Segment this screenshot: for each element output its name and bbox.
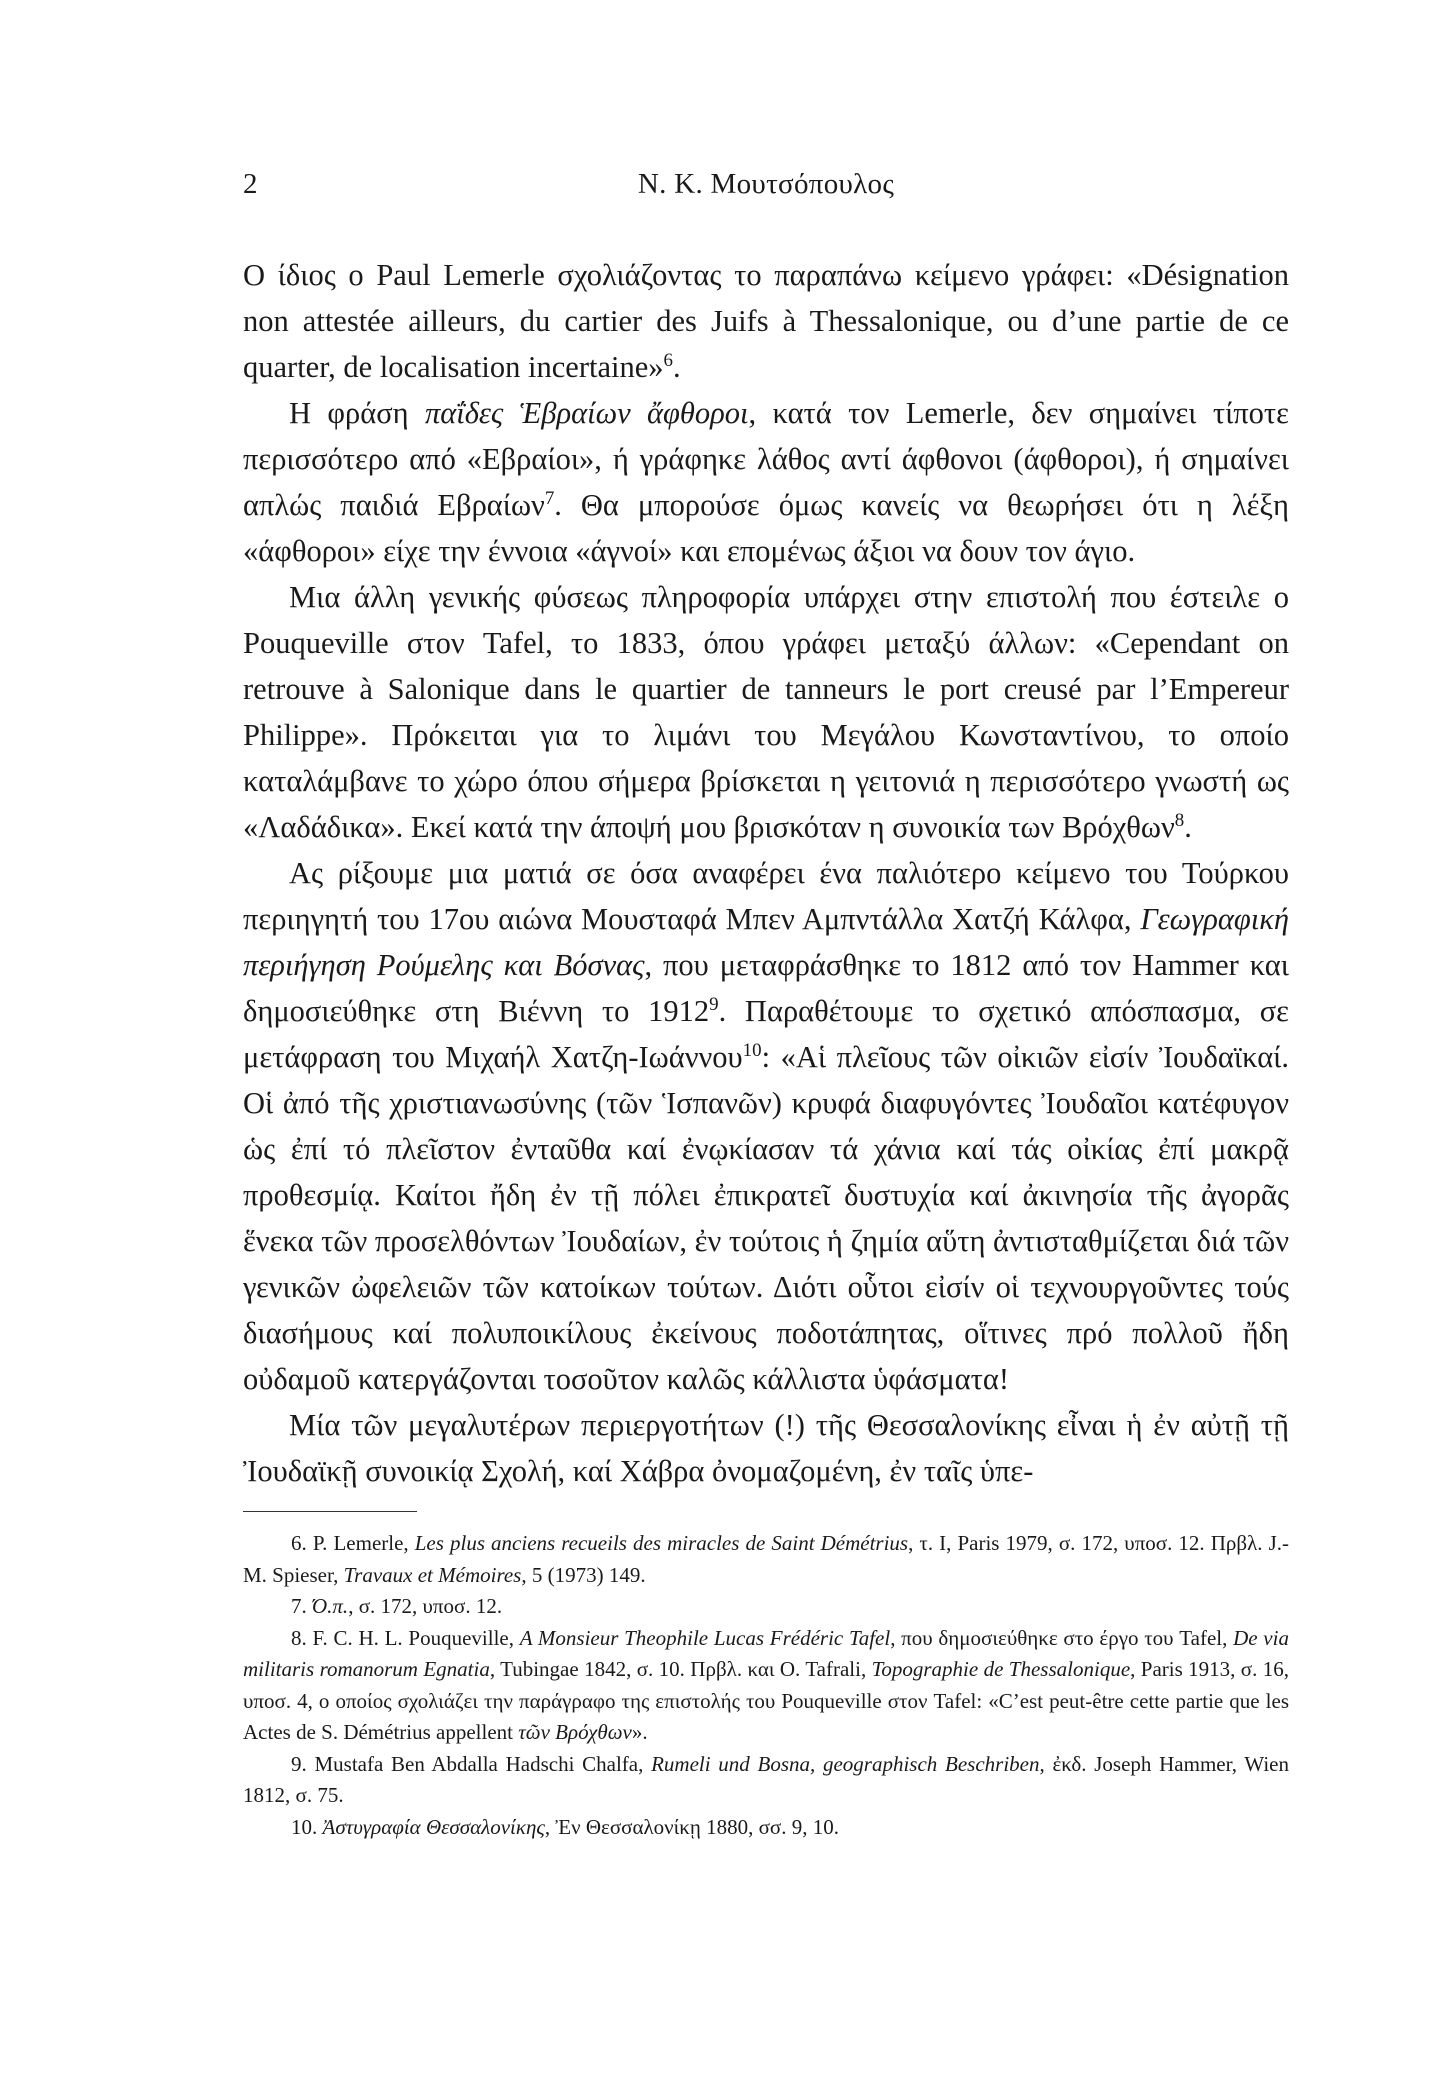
text-run: : «Αἱ πλεῖους τῶν οἰκιῶν εἰσίν Ἰουδαϊκαί. Οἱ ἀπό τῆς χριστιανωσύνης (τῶν Ἱσπανῶν) κρυφά διαφυγόντες Ἰουδαῖοι κατέφυγον ὡς ἐπί τό πλεῖστον ἐνταῦθα καί ἐνῳκίασαν τά χάνια καί τάς οἰκίας ἐπί μακρᾷ προθεσμίᾳ. Καίτοι ἤδη ἐν τῇ πόλει ἐπικρατεῖ δυστυχία καί ἀκινησία τῆς ἀγορᾶς ἕνεκα τῶν προσελθόντων Ἰουδαίων, ἐν τούτοις ἡ ζημία αὕτη ἀντισταθμίζεται διά τῶν γενικῶν ὠφελειῶν τῶν κατοίκων τούτων. Διότι οὗτοι εἰσίν οἱ τεχνουργοῦντες τούς διασήμους καί πολυποικίλους ἐκείνους ποδοτάπητας, οἵτινες πρό πολλοῦ ἤδη οὐδαμοῦ κατεργάζονται τοσοῦτον καλῶς κάλλιστα ὑφάσματα! xyxy=(243,1040,1290,1396)
footnote-separator xyxy=(243,1511,417,1512)
text-run: Ας ρίξουμε μια ματιά σε όσα αναφέρει ένα παλιότερο κείμενο του Τούρκου περιηγητή του 17ου αιώνα Μουσταφά Μπεν Αμπντάλλα Χατζή Κάλφα, xyxy=(243,856,1289,936)
page-number: 2 xyxy=(243,168,258,200)
text-run: , Tubingae 1842, σ. 10. Πρβλ. και O. Tafrali, xyxy=(489,1657,872,1681)
footnote-ref: 6 xyxy=(663,349,673,371)
footnote xyxy=(243,1812,1289,1844)
text-run: Ο ίδιος ο Paul Lemerle σχολιάζοντας το παραπάνω κείμενο γράφει: «Désignation non attestée ailleurs, du cartier des Juifs à Thessalonique, ou d’une partie de ce quarter, de localisation incertaine» xyxy=(243,258,1289,384)
text-run: , σ. 172, υποσ. 12. xyxy=(348,1594,503,1618)
paragraph xyxy=(243,850,1289,1402)
text-run: 9. Mustafa Ben Abdalla Hadschi Chalfa, xyxy=(291,1751,652,1776)
text-run: . Θα μπορούσε όμως κανείς να θεωρήσει ότι η λέξη «άφθοροι» είχε την έννοια «άγνοί» και επομένως άξιοι να δουν τον άγιο. xyxy=(243,488,1289,568)
italic-title: De via militaris romanorum Egnatia xyxy=(243,1625,1289,1681)
footnote xyxy=(243,1591,1289,1623)
text-run: 6. P. Lemerle, xyxy=(291,1531,415,1555)
footnote-ref: 7 xyxy=(544,487,555,509)
italic-title: Les plus anciens recueils des miracles de Saint Démétrius xyxy=(414,1531,909,1555)
text-run: 10. xyxy=(291,1814,323,1839)
italic-title: τῶν Βρόχθων xyxy=(518,1720,632,1744)
text-run: 7. xyxy=(291,1594,312,1618)
text-run: , που μεταφράσθηκε το 1812 από τον Hammer και δημοσιεύθηκε στη Βιέννη το 1912 xyxy=(243,948,1289,1028)
footnote-ref: 9 xyxy=(709,993,719,1015)
italic-title: Rumeli und Bosna, geographisch Beschriben xyxy=(651,1751,1040,1776)
text-run: , που δημοσιεύθηκε στο έργο του Tafel, xyxy=(890,1625,1234,1650)
text-run: . xyxy=(672,350,681,384)
text-run: , Ἐν Θεσσαλονίκῃ 1880, σσ. 9, 10. xyxy=(544,1814,840,1839)
text-run: , Paris 1913, σ. 16, υποσ. 4, ο οποίος σχολιάζει την παράγραφο της επιστολής του Pouqueville στον Tafel: «C’est peut-être cette partie que les Actes de S. Démétrius appellent xyxy=(243,1657,1290,1744)
text-run: , τ. I, Paris 1979, σ. 172, υποσ. 12. Πρβλ. J.- M. Spieser, xyxy=(243,1531,1289,1587)
footnote xyxy=(243,1749,1289,1812)
italic-title: Ἀστυγραφία Θεσσαλονίκης xyxy=(322,1814,545,1839)
italic-title: Topographie de Thessalonique xyxy=(871,1657,1131,1681)
footnote xyxy=(243,1528,1289,1591)
text-run: , κατά τον Lemerle, δεν σημαίνει τίποτε περισσότερο από «Εβραίοι», ή γράφηκε λάθος αντί άφθονοι (άφθοροι), ή σημαίνει απλώς παιδιά Εβραίων xyxy=(243,396,1289,522)
text-run: Μία τῶν μεγαλυτέρων περιεργοτήτων (!) τῆς Θεσσαλονίκης εἶναι ἡ ἐν αὐτῇ τῇ Ἰουδαϊκῇ συνοικίᾳ Σχολή, καί Χάβρα ὀνομαζομένη, ἐν ταῖς ὑπε- xyxy=(243,1408,1289,1488)
paragraph xyxy=(243,252,1289,390)
text-run: Μια άλλη γενικής φύσεως πληροφορία υπάρχει στην επιστολή που έστειλε ο Pouqueville στον Tafel, το 1833, όπου γράφει μεταξύ άλλων: «Cependant on retrouve à Salonique dans le quartier de tanneurs le port creusé par l’Empereur Philippe». Πρόκειται για το λιμάνι του Μεγάλου Κωνσταντίνου, το οποίο καταλάμβανε το χώρο όπου σήμερα βρίσκεται η γειτονιά η περισσότερο γνωστή ως «Λαδάδικα». Εκεί κατά την άποψή μου βρισκόταν η συνοικία των Βρόχθων xyxy=(243,580,1289,844)
footnotes xyxy=(243,1528,1289,1843)
footnote-ref: 8 xyxy=(1174,809,1185,831)
text-run: Η φράση xyxy=(289,396,425,430)
text-run: . xyxy=(1184,810,1192,844)
running-header xyxy=(243,168,1289,204)
text-run: ». xyxy=(631,1720,648,1744)
italic-title: Travaux et Mémoires xyxy=(343,1562,522,1587)
paragraph xyxy=(243,1402,1289,1494)
italic-title: Γεωγραφική περιήγηση Ρούμελης και Βόσνας xyxy=(243,902,1289,982)
body-text xyxy=(243,252,1289,1494)
text-run: , 5 (1973) 149. xyxy=(521,1562,646,1587)
italic-title: Ό.π. xyxy=(312,1594,349,1618)
running-head-author: Ν. Κ. Μουτσόπουλος xyxy=(637,168,895,200)
footnote-ref: 10 xyxy=(742,1039,762,1061)
paragraph xyxy=(243,574,1289,850)
text-run: 8. F. C. H. L. Pouqueville, xyxy=(291,1625,520,1650)
text-run: , ἐκδ. Joseph Hammer, Wien 1812, σ. 75. xyxy=(243,1751,1289,1807)
italic-phrase: παΐδες Ἑβραίων ἄφθοροι xyxy=(424,396,749,430)
text-run: . Παραθέτουμε το σχετικό απόσπασμα, σε μετάφραση του Μιχαήλ Χατζη-Ιωάννου xyxy=(243,994,1289,1074)
italic-title: A Monsieur Theophile Lucas Frédéric Tafel xyxy=(519,1625,891,1650)
paragraph xyxy=(243,390,1289,574)
footnote xyxy=(243,1623,1289,1749)
